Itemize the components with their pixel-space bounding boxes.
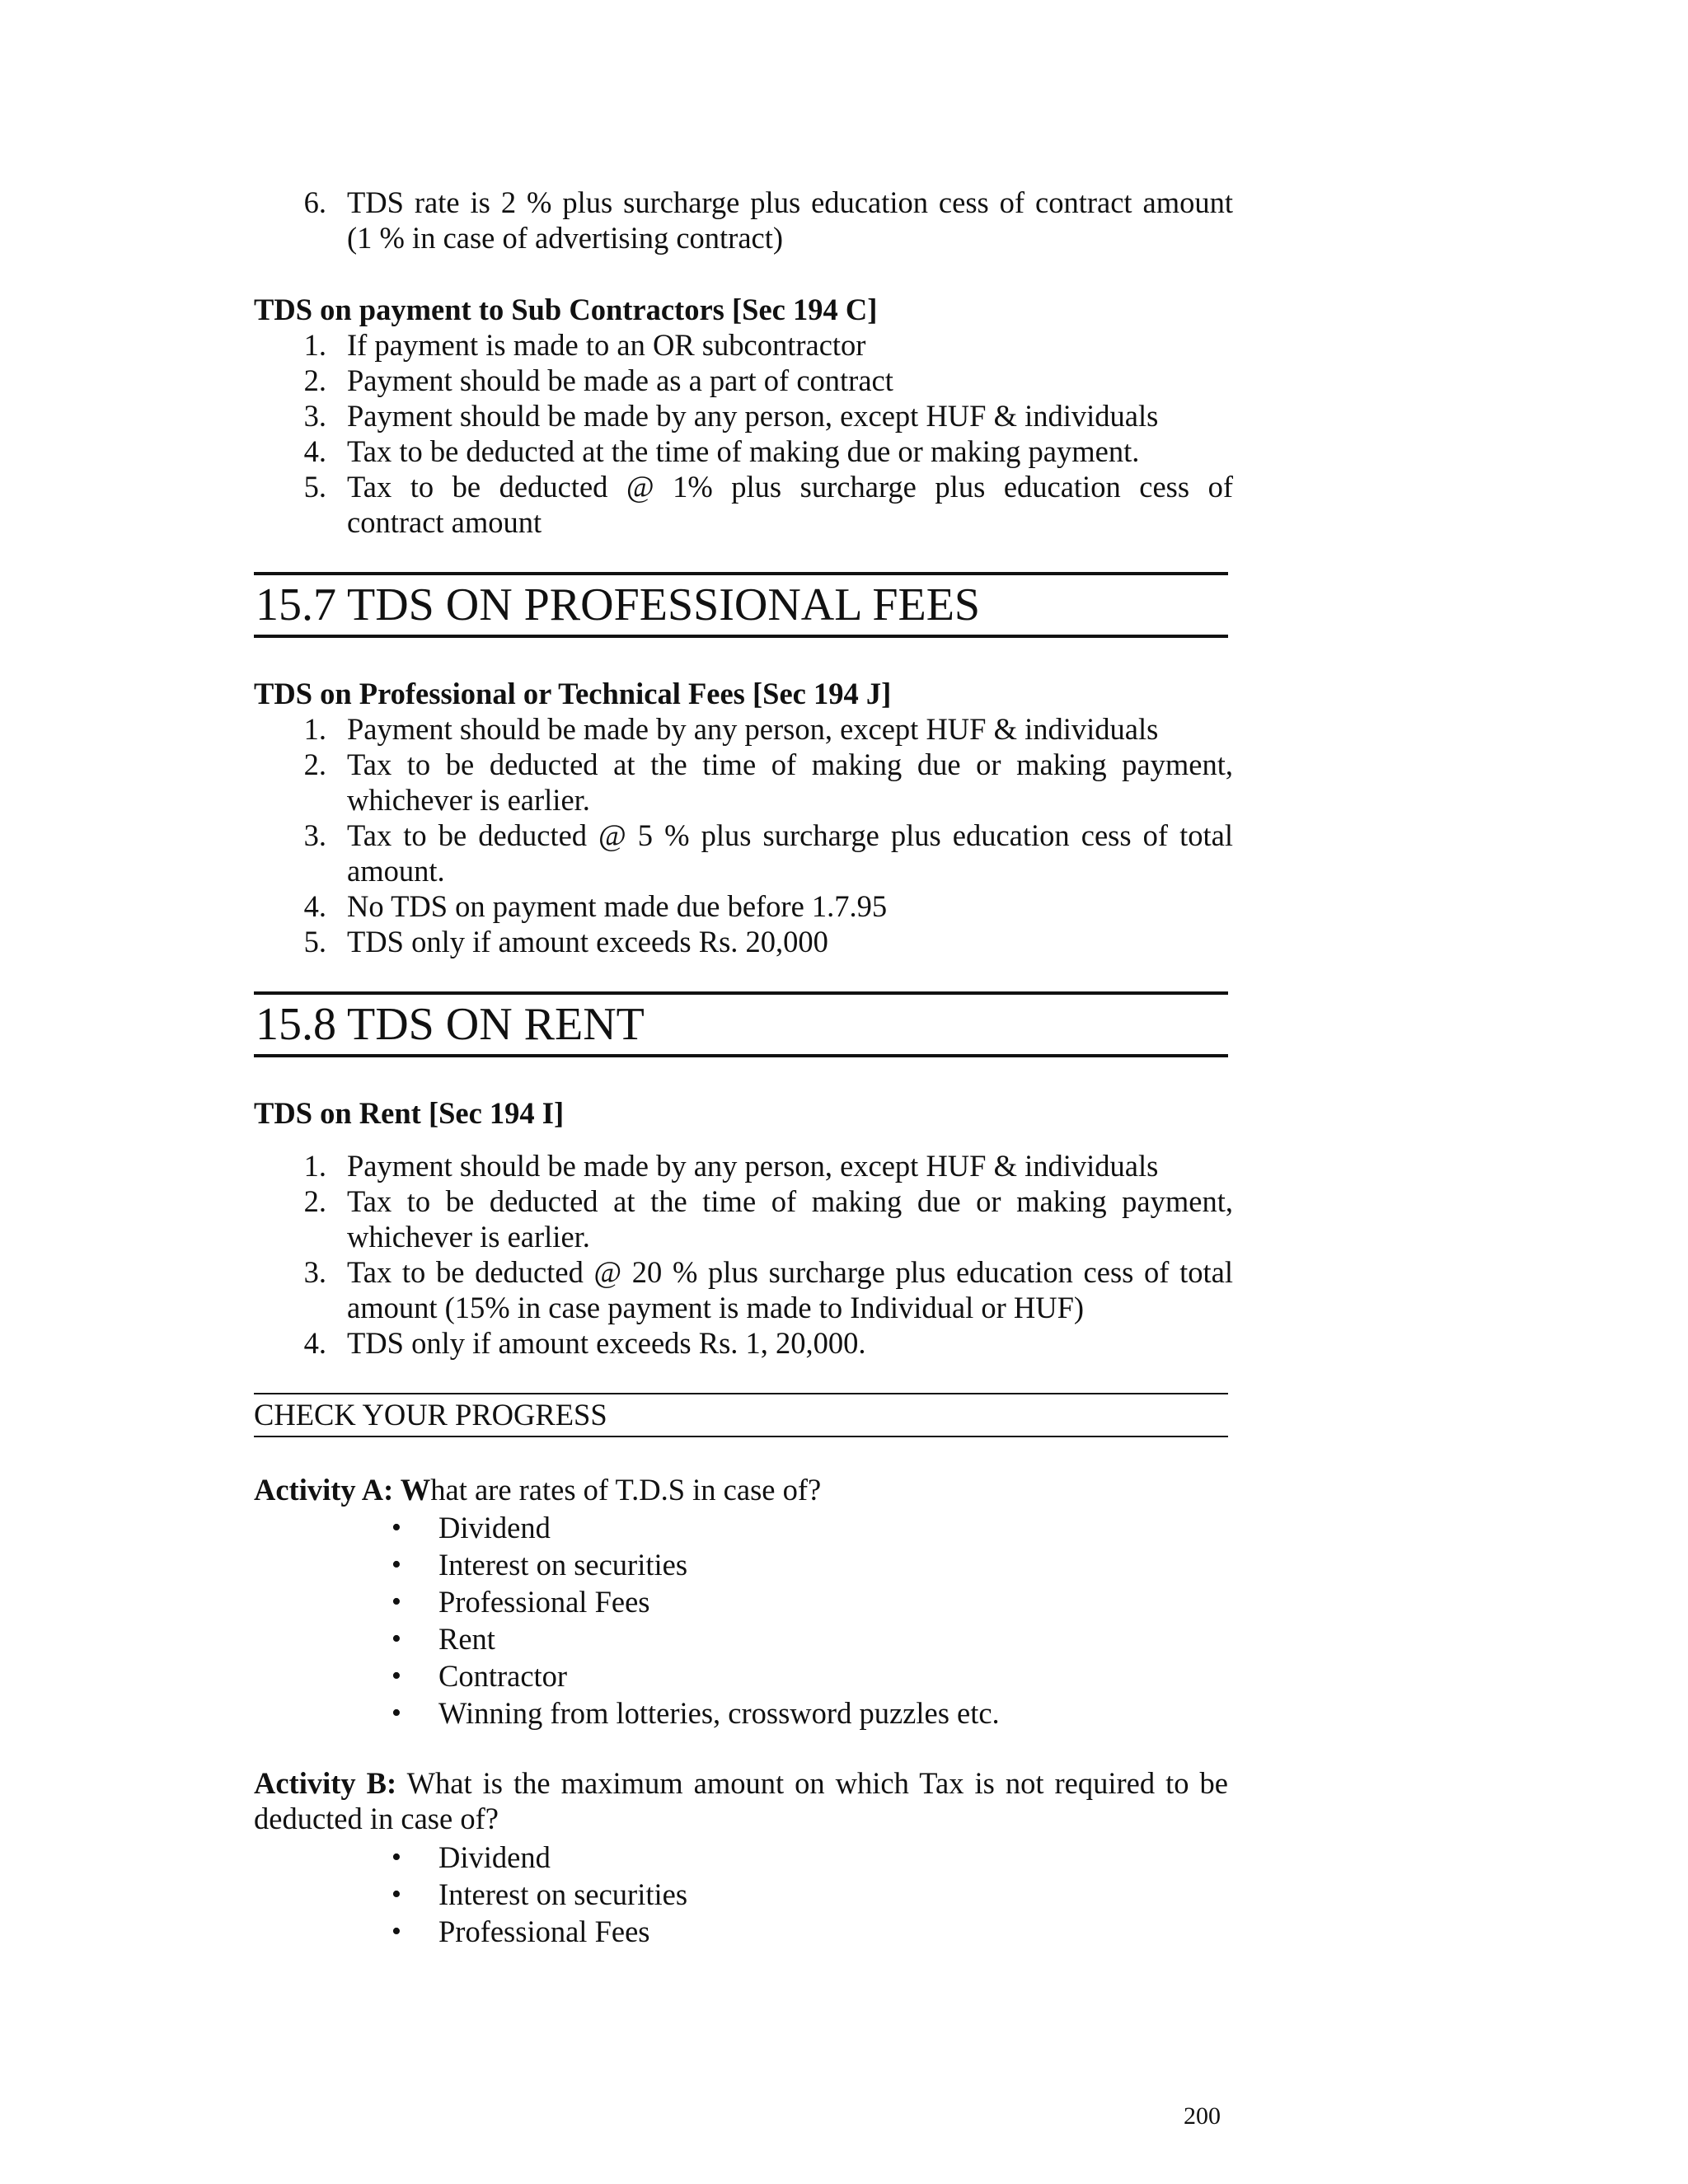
list-number: 3. [303,1255,326,1289]
bullet-item: Rent [438,1622,495,1656]
page-number: 200 [1184,2102,1221,2130]
bullet-item: Contractor [438,1659,568,1693]
list-number: 3. [303,818,326,852]
bullet-item: Dividend [438,1840,551,1874]
list-item-text: amount (15% in case payment is made to Individual or HUF) [347,1291,1085,1324]
list-number: 2. [303,1184,326,1218]
list-item-text: Tax to be deducted at the time of making due or making payment, [347,748,1233,781]
list-item-text: whichever is earlier. [347,783,590,817]
list-item-text: amount. [347,854,445,888]
list-item-text: If payment is made to an OR subcontractor [347,328,866,362]
list-number: 5. [303,925,326,958]
check-progress-title: CHECK YOUR PROGRESS [254,1398,607,1432]
activity-b-label: Activity B: [254,1766,397,1800]
section-heading-15-7 [254,572,1228,638]
bullet-item: Professional Fees [438,1915,650,1948]
bullet-icon: • [392,1512,401,1543]
list-number: 6. [303,185,326,219]
section-heading-15-8 [254,991,1228,1057]
list-number: 1. [303,712,326,746]
list-item-text: TDS only if amount exceeds Rs. 1, 20,000. [347,1326,866,1360]
section-title: 15.8 TDS ON RENT [256,999,645,1050]
activity-b-text-cont: deducted in case of? [254,1802,499,1835]
bullet-icon: • [392,1549,401,1580]
subsection-heading: TDS on Rent [Sec 194 I] [254,1096,565,1130]
list-item-text: Tax to be deducted @ 5 % plus surcharge plus education cess of total [347,818,1233,852]
bullet-item: Dividend [438,1511,551,1544]
divider-line [254,1436,1228,1437]
list-item-text: TDS only if amount exceeds Rs. 20,000 [347,925,828,958]
activity-a-question [254,1472,821,1508]
list-number: 4. [303,1326,326,1360]
bullet-icon: • [392,1586,401,1617]
list-number: 1. [303,1149,326,1183]
bullet-icon: • [392,1624,401,1654]
list-number: 4. [303,434,326,468]
list-item-text: TDS rate is 2 % plus surcharge plus education cess of contract amount [347,185,1233,219]
list-item-text: Payment should be made by any person, except HUF & individuals [347,1149,1159,1183]
list-number: 2. [303,748,326,781]
list-number: 2. [303,363,326,397]
list-item-text: Tax to be deducted @ 20 % plus surcharge plus education cess of total [347,1255,1233,1289]
bullet-item: Professional Fees [438,1585,650,1619]
list-item-text: Tax to be deducted @ 1% plus surcharge plus education cess of [347,470,1233,504]
divider-line [254,1393,1228,1394]
list-item-text: Tax to be deducted at the time of making due or making payment. [347,434,1140,468]
list-item-text: No TDS on payment made due before 1.7.95 [347,889,888,923]
list-item-text: contract amount [347,505,542,539]
bullet-icon: • [392,1842,401,1872]
bullet-item: Interest on securities [438,1877,688,1911]
list-number: 3. [303,399,326,433]
list-item-text: whichever is earlier. [347,1220,590,1254]
list-item-text: Payment should be made by any person, except HUF & individuals [347,399,1159,433]
list-item-text: Payment should be made by any person, except HUF & individuals [347,712,1159,746]
bullet-item: Winning from lotteries, crossword puzzles etc. [438,1696,1000,1730]
activity-a-label: Activity A: W [254,1473,431,1507]
bullet-icon: • [392,1916,401,1947]
activity-b-question [254,1765,1228,1802]
bullet-icon: • [392,1698,401,1728]
bullet-icon: • [392,1879,401,1910]
subsection-heading: TDS on payment to Sub Contractors [Sec 194 C] [254,293,878,326]
section-title: 15.7 TDS ON PROFESSIONAL FEES [256,579,981,630]
activity-b-text: What is the maximum amount on which Tax is not required to be [406,1766,1228,1800]
list-number: 4. [303,889,326,923]
list-item-text: Payment should be made as a part of contract [347,363,893,397]
list-item-text: (1 % in case of advertising contract) [347,221,784,255]
list-number: 1. [303,328,326,362]
list-item-text: Tax to be deducted at the time of making due or making payment, [347,1184,1233,1218]
subsection-heading: TDS on Professional or Technical Fees [Sec 194 J] [254,677,892,710]
activity-a-text: hat are rates of T.D.S in case of? [430,1473,822,1507]
bullet-item: Interest on securities [438,1548,688,1582]
bullet-icon: • [392,1661,401,1691]
list-number: 5. [303,470,326,504]
